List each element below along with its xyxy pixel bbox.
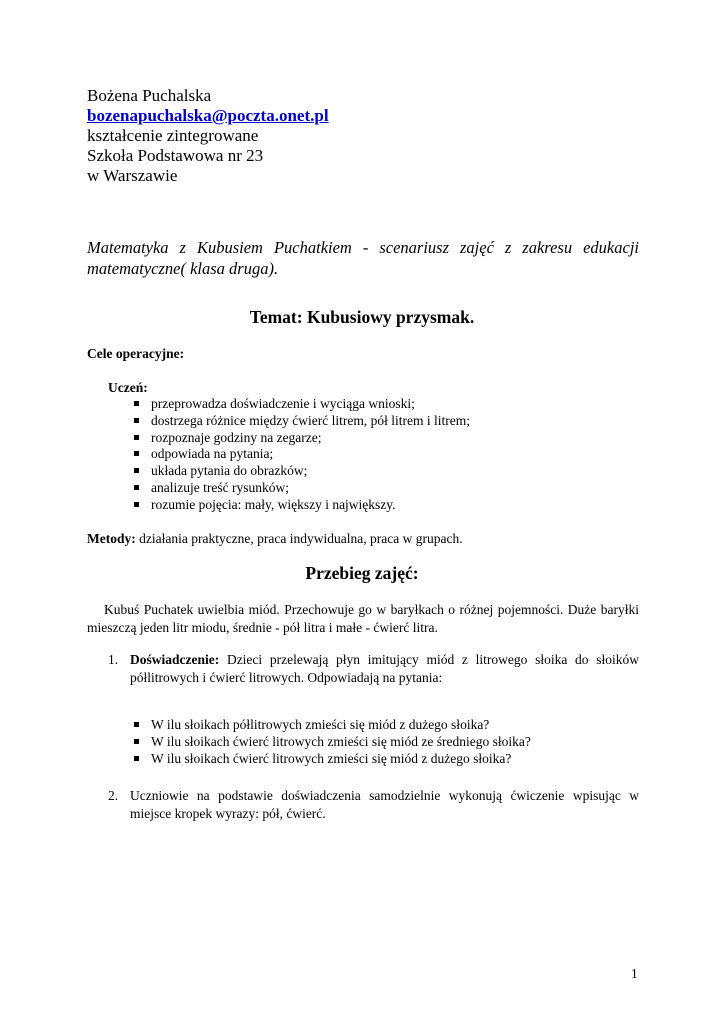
page-number: 1	[631, 966, 638, 981]
step-1	[108, 651, 639, 687]
course-heading: Przebieg zajęć:	[305, 563, 419, 583]
list-item: rozumie pojęcia: mały, większy i największy.	[130, 497, 470, 514]
author-school: Szkoła Podstawowa nr 23	[87, 146, 264, 165]
bullet-square-icon	[134, 435, 139, 440]
lesson-topic: Temat: Kubusiowy przysmak.	[249, 307, 475, 327]
bullet-square-icon	[134, 401, 139, 406]
author-city: w Warszawie	[87, 166, 178, 185]
step-2	[108, 787, 639, 823]
author-block	[87, 86, 329, 186]
list-item: W ilu słoikach ćwierć litrowych zmieści się miód z dużego słoika?	[130, 751, 531, 768]
student-label: Uczeń:	[108, 380, 148, 395]
questions-list	[130, 717, 531, 767]
methods-line	[87, 531, 463, 547]
list-item: układa pytania do obrazków;	[130, 463, 470, 480]
step-number: 2.	[108, 788, 119, 803]
methods-text: działania praktyczne, praca indywidualna, praca w grupach.	[135, 531, 463, 546]
step-text: Uczniowie na podstawie doświadczenia samodzielnie wykonują ćwiczenie wpisując w miejsce kropek wyrazy: pół, ćwierć.	[130, 788, 639, 821]
methods-label: Metody:	[87, 531, 136, 546]
objectives-list	[130, 396, 470, 514]
author-email-link[interactable]: bozenapuchalska@poczta.onet.pl	[87, 106, 329, 125]
bullet-square-icon	[134, 485, 139, 490]
step-label: Doświadczenie:	[130, 652, 220, 667]
list-item: W ilu słoikach ćwierć litrowych zmieści się miód ze średniego słoika?	[130, 734, 531, 751]
bullet-square-icon	[134, 451, 139, 456]
list-item: analizuje treść rysunków;	[130, 480, 470, 497]
author-name: Bożena Puchalska	[87, 86, 212, 105]
bullet-square-icon	[134, 722, 139, 727]
bullet-square-icon	[134, 739, 139, 744]
step-number: 1.	[108, 652, 119, 667]
list-item: odpowiada na pytania;	[130, 446, 470, 463]
course-intro: Kubuś Puchatek uwielbia miód. Przechowuje go w baryłkach o różnej pojemności. Duże baryłki mieszczą jeden litr miodu, średnie - pół litra i małe - ćwierć litra.	[87, 602, 639, 635]
list-item: rozpoznaje godziny na zegarze;	[130, 430, 470, 447]
document-title: Matematyka z Kubusiem Puchatkiem - scenariusz zajęć z zakresu edukacji matematyczne( klasa druga).	[87, 238, 639, 278]
bullet-square-icon	[134, 418, 139, 423]
bullet-square-icon	[134, 756, 139, 761]
list-item: W ilu słoikach półlitrowych zmieści się miód z dużego słoika?	[130, 717, 531, 734]
objectives-heading: Cele operacyjne:	[87, 346, 185, 361]
list-item: dostrzega różnice między ćwierć litrem, pół litrem i litrem;	[130, 413, 470, 430]
list-item: przeprowadza doświadczenie i wyciąga wnioski;	[130, 396, 470, 413]
bullet-square-icon	[134, 502, 139, 507]
author-specialty: kształcenie zintegrowane	[87, 126, 259, 145]
bullet-square-icon	[134, 468, 139, 473]
step-text: Dzieci przelewają płyn imitujący miód z litrowego słoika do słoików półlitrowych i ćwierć litrowych. Odpowiadają na pytania:	[130, 652, 639, 685]
